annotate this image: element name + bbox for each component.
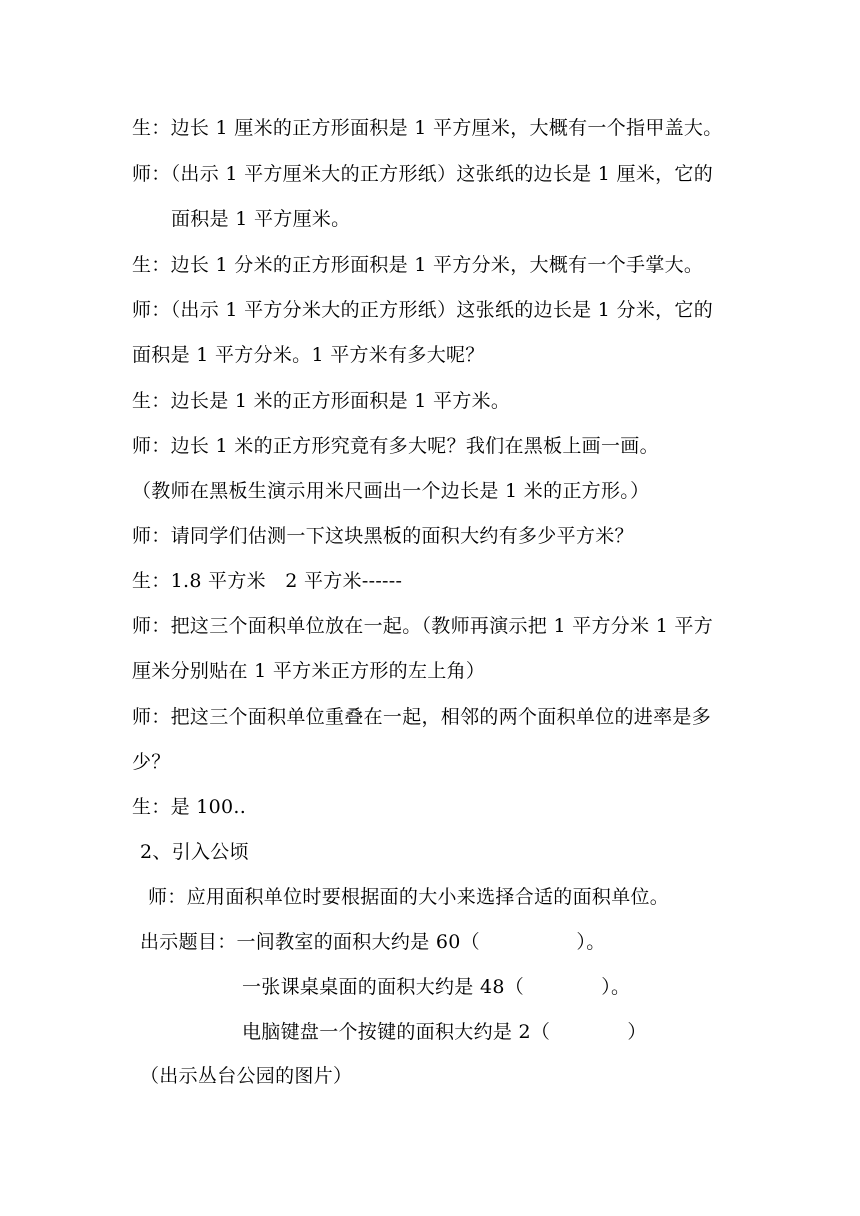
text-line-12: 师：把这三个面积单位放在一起。（教师再演示把 1 平方分米 1 平方 — [132, 615, 714, 637]
exercise-line-3: 电脑键盘一个按键的面积大约是 2（ ） — [242, 1021, 647, 1043]
text-line-6: 面积是 1 平方分米。1 平方米有多大呢？ — [132, 344, 485, 366]
text-line-16: 生：是 100.. — [132, 796, 247, 818]
section-heading: 2、引入公顷 — [140, 841, 249, 863]
text-line-1: 生：边长 1 厘米的正方形面积是 1 平方厘米，大概有一个指甲盖大。 — [132, 117, 723, 139]
text-line-9: （教师在黑板生演示用米尺画出一个边长是 1 米的正方形。） — [132, 480, 650, 502]
text-line-14: 师：把这三个面积单位重叠在一起，相邻的两个面积单位的进率是多 — [132, 706, 712, 728]
text-line-4: 生：边长 1 分米的正方形面积是 1 平方分米，大概有一个手掌大。 — [132, 254, 704, 276]
text-line-18: 师：应用面积单位时要根据面的大小来选择合适的面积单位。 — [148, 886, 670, 908]
text-line-10: 师：请同学们估测一下这块黑板的面积大约有多少平方米？ — [132, 525, 634, 547]
exercise-intro-line: 出示题目：一间教室的面积大约是 60（ ）。 — [140, 931, 606, 953]
text-line-15: 少？ — [132, 751, 171, 773]
text-line-7: 生：边长是 1 米的正方形面积是 1 平方米。 — [132, 390, 511, 412]
text-line-5: 师：（出示 1 平方分米大的正方形纸）这张纸的边长是 1 分米，它的 — [132, 299, 714, 321]
text-line-11: 生：1.8 平方米 2 平方米------ — [132, 570, 403, 592]
text-line-2: 师：（出示 1 平方厘米大的正方形纸）这张纸的边长是 1 厘米，它的 — [132, 163, 714, 185]
text-line-22: （出示丛台公园的图片） — [140, 1065, 353, 1087]
text-line-13: 厘米分别贴在 1 平方米正方形的左上角） — [132, 660, 486, 682]
exercise-line-2: 一张课桌桌面的面积大约是 48（ ）。 — [242, 976, 631, 998]
text-line-3: 面积是 1 平方厘米。 — [171, 208, 351, 230]
text-line-8: 师：边长 1 米的正方形究竟有多大呢？我们在黑板上画一画。 — [132, 435, 659, 457]
